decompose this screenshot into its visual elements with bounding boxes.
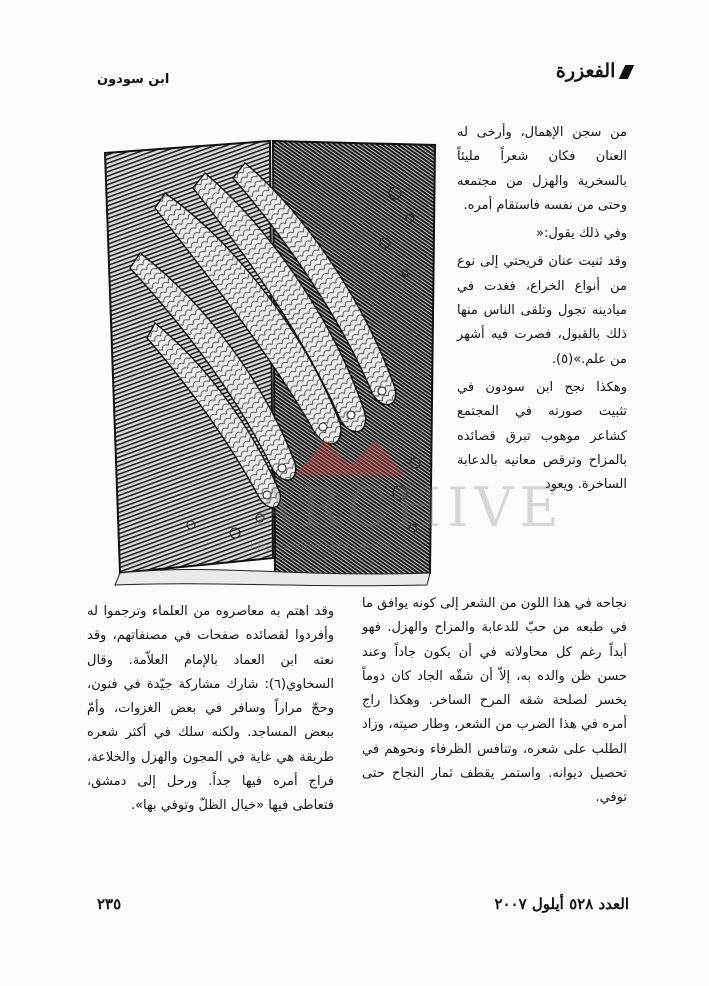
page-number: ٢٣٥: [97, 895, 122, 913]
paragraph: نجاحه في هذا اللون من الشعر إلى كونه يوافق ما في طبعه من حبّ للدعابة والمزاح والهزل. فهو أبداً رغم كل محاولاته في أن يكون جاداً وعند حسن ظن والده به، إلاّ أن شقّه الجاد كان دوماً يخسر لصلحة شقه المرح الساخر. وهكذا راج أمره في هذا الضرب من الشعر، وطار صيته، وزاد الطلب على شعره، وتنافس الظرفاء ونحوهم في تحصيل ديوانه. واستمر يقطف ثمار النجاح حتى توفي.: [362, 596, 627, 806]
paragraph: من سجن الإهمال، وأرخى له العنان فكان شعراً مليئاً بالسخرية والهزل من مجتمعه وحتى من نفسه فاستقام أمره.: [457, 125, 627, 213]
magazine-title: [556, 60, 633, 82]
watermark-url: http://archivebeta.Sakhrit.com: [250, 540, 419, 553]
issue-info: العدد ٥٢٨ أيلول ٢٠٠٧: [494, 895, 629, 913]
paragraph: وهكذا نجح ابن سودون في تثبيت صورته في المجتمع كشاعر موهوب تبرق قصائده بالمزاح وترقص معانيه بالدعابة الساخرة. ويعود: [457, 379, 627, 493]
text-column-left: [87, 600, 334, 819]
magazine-logo-icon: [619, 65, 635, 79]
watermark-text: ARCHIVE: [255, 476, 565, 539]
paragraph: وقد اهتم به معاصروه من العلماء وترجموا له وأفردوا لقصائده صفحات في مصنفاتهم، وقد نعته ابن العماد بالإمام العلاّمة. وقال السخاوي(٦): شارك مشاركة جيّدة في فنون، وحجّ مراراً وسافر في بعض الغزوات، وأمّ ببعض المساجد. ولكنه سلك في أكثر شعره طريقة هي غاية في المجون والهزل والخلاعة، فراج أمره فيها جداً. ورحل إلى دمشق، فتعاطى فيها «خيال الظلّ وتوفي بها».: [87, 604, 334, 814]
fish-illustration: [95, 133, 440, 588]
magazine-title-text: الفعزرة: [555, 60, 616, 82]
quote-paragraph: وقد ثنيت عنان قريحتي إلى نوع من أنواع الخراع، فغدت في ميادينه تجول وتلقى الناس منها ذلك بالقبول، فصرت فيه أشهر من علم.»(٥).: [457, 254, 627, 367]
text-column-top: [457, 121, 627, 497]
paragraph: وفي ذلك يقول:«: [536, 226, 627, 242]
text-column-right: [362, 592, 627, 811]
running-head: ابن سودون: [97, 72, 170, 87]
